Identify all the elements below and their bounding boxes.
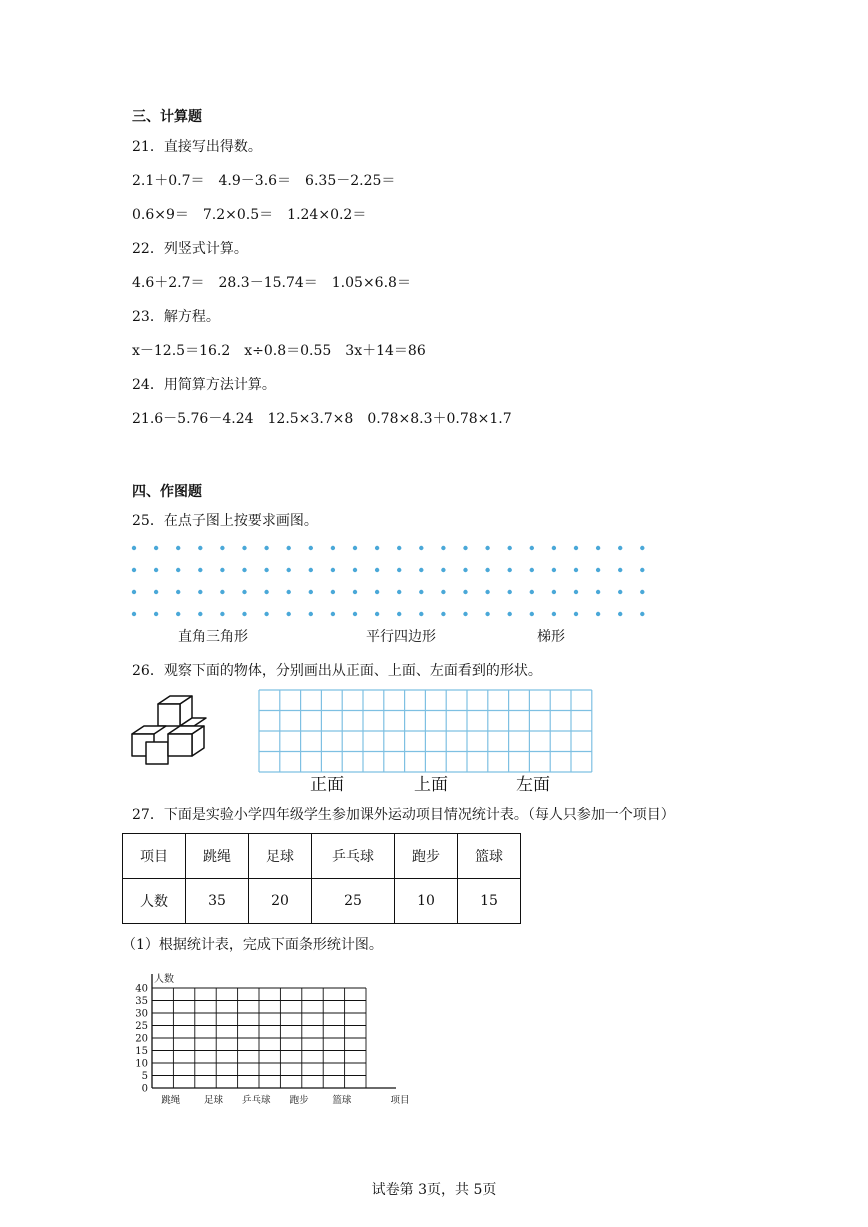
table-cell: 足球 [249, 834, 312, 879]
table-cell: 跳绳 [186, 834, 249, 879]
grid-dot [287, 612, 291, 616]
grid-dot [353, 612, 357, 616]
view-label-front: 正面 [310, 775, 344, 795]
grid-dot [220, 546, 224, 550]
grid-dot [242, 568, 246, 572]
grid-dot [640, 568, 644, 572]
y-tick-label: 35 [135, 996, 148, 1007]
grid-dot [287, 590, 291, 594]
grid-dot [132, 612, 136, 616]
grid-dot [530, 590, 534, 594]
grid-dot [375, 568, 379, 572]
grid-dot [485, 568, 489, 572]
grid-dot [375, 612, 379, 616]
q22-row1: 4.6＋2.7＝ 28.3－15.74＝ 1.05×6.8＝ [132, 275, 411, 291]
grid-dot [441, 568, 445, 572]
grid-dot [530, 568, 534, 572]
grid-dot [309, 590, 313, 594]
page-footer: 试卷第 3页，共 5页 [371, 1182, 497, 1198]
grid-dot [485, 590, 489, 594]
bar-chart[interactable] [120, 968, 410, 1110]
table-cell: 人数 [123, 879, 186, 924]
y-tick-label: 40 [135, 983, 148, 995]
grid-dot [397, 590, 401, 594]
y-axis-label: 人数 [154, 974, 174, 985]
grid-dot [220, 590, 224, 594]
q23-row1: x－12.5＝16.2 x÷0.8＝0.55 3x＋14＝86 [132, 343, 426, 359]
grid-dot [552, 546, 556, 550]
grid-dot [463, 546, 467, 550]
q24-row1: 21.6－5.76－4.24 12.5×3.7×8 0.78×8.3＋0.78×1.7 [132, 411, 512, 427]
q21-prompt: 21．直接写出得数。 [132, 139, 262, 155]
grid-dot [375, 590, 379, 594]
table-cell: 35 [186, 879, 249, 924]
section-title-draw: 四、作图题 [132, 484, 202, 500]
grid-dot [198, 546, 202, 550]
grid-dot [508, 546, 512, 550]
section-title-calc: 三、计算题 [132, 109, 202, 125]
grid-dot [618, 612, 622, 616]
grid-dot [176, 568, 180, 572]
grid-dot [596, 568, 600, 572]
grid-dot [508, 568, 512, 572]
q22-prompt: 22．列竖式计算。 [132, 241, 248, 257]
grid-dot [331, 568, 335, 572]
grid-dot [198, 612, 202, 616]
view-drawing-grid[interactable] [258, 689, 594, 773]
grid-dot [508, 612, 512, 616]
q23-prompt: 23．解方程。 [132, 309, 220, 325]
y-tick-label: 15 [135, 1046, 148, 1057]
grid-dot [176, 612, 180, 616]
grid-dot [441, 590, 445, 594]
grid-dot [640, 590, 644, 594]
table-row [123, 879, 521, 924]
table-cell: 项目 [123, 834, 186, 879]
dot-label-right-triangle: 直角三角形 [178, 629, 248, 645]
table-cell: 篮球 [458, 834, 521, 879]
y-tick-label: 0 [141, 1083, 148, 1095]
grid-dot [198, 568, 202, 572]
grid-dot [331, 612, 335, 616]
table-cell: 跑步 [395, 834, 458, 879]
table-row [123, 834, 521, 879]
view-label-top: 上面 [414, 775, 448, 795]
grid-dot [309, 546, 313, 550]
grid-dot [353, 546, 357, 550]
grid-dot [508, 590, 512, 594]
grid-dot [309, 612, 313, 616]
grid-dot [242, 546, 246, 550]
y-tick-label: 25 [135, 1021, 148, 1032]
view-label-left: 左面 [516, 775, 550, 795]
x-axis-label: 项目 [390, 1095, 410, 1106]
table-cell: 10 [395, 879, 458, 924]
y-tick-label: 10 [135, 1058, 148, 1070]
grid-dot [574, 568, 578, 572]
grid-dot [220, 612, 224, 616]
table-cell: 20 [249, 879, 312, 924]
q27-prompt: 27．下面是实验小学四年级学生参加课外运动项目情况统计表。（每人只参加一个项目） [132, 807, 675, 823]
dot-grid[interactable] [128, 540, 668, 640]
grid-dot [640, 612, 644, 616]
grid-dot [331, 546, 335, 550]
q25-prompt: 25．在点子图上按要求画图。 [132, 513, 318, 529]
grid-dot [353, 568, 357, 572]
grid-dot [574, 612, 578, 616]
grid-dot [353, 590, 357, 594]
x-tick-label: 跑步 [289, 1095, 309, 1106]
table-cell: 15 [458, 879, 521, 924]
grid-dot [287, 546, 291, 550]
grid-dot [530, 612, 534, 616]
dot-label-parallelogram: 平行四边形 [366, 629, 436, 645]
y-tick-label: 30 [135, 1008, 148, 1020]
grid-dot [154, 590, 158, 594]
grid-dot [154, 612, 158, 616]
grid-dot [331, 590, 335, 594]
grid-dot [463, 568, 467, 572]
table-cell: 乒乓球 [312, 834, 395, 879]
grid-dot [287, 568, 291, 572]
grid-dot [419, 612, 423, 616]
dot-label-trapezoid: 梯形 [537, 629, 565, 645]
grid-dot [397, 546, 401, 550]
x-tick-label: 足球 [203, 1095, 224, 1106]
grid-dot [154, 546, 158, 550]
grid-dot [242, 612, 246, 616]
grid-dot [596, 546, 600, 550]
q24-prompt: 24．用简算方法计算。 [132, 377, 276, 393]
grid-dot [596, 590, 600, 594]
grid-dot [530, 546, 534, 550]
grid-dot [264, 546, 268, 550]
grid-dot [220, 568, 224, 572]
table-cell: 25 [312, 879, 395, 924]
grid-dot [242, 590, 246, 594]
grid-dot [552, 612, 556, 616]
x-tick-label: 跳绳 [161, 1095, 181, 1106]
y-tick-label: 5 [141, 1071, 148, 1082]
x-tick-label: 篮球 [332, 1095, 352, 1106]
grid-dot [154, 568, 158, 572]
grid-dot [397, 612, 401, 616]
grid-dot [132, 568, 136, 572]
grid-dot [264, 612, 268, 616]
q26-prompt: 26．观察下面的物体，分别画出从正面、上面、左面看到的形状。 [132, 663, 542, 679]
grid-dot [463, 590, 467, 594]
grid-dot [618, 568, 622, 572]
grid-dot [640, 546, 644, 550]
grid-dot [176, 546, 180, 550]
grid-dot [397, 568, 401, 572]
grid-dot [419, 590, 423, 594]
grid-dot [419, 568, 423, 572]
grid-dot [463, 612, 467, 616]
stats-table [122, 833, 521, 924]
cube-object-figure [128, 692, 218, 768]
grid-dot [309, 568, 313, 572]
grid-dot [552, 590, 556, 594]
grid-dot [375, 546, 379, 550]
y-tick-label: 20 [135, 1033, 148, 1045]
q21-row1: 2.1＋0.7＝ 4.9－3.6＝ 6.35－2.25＝ [132, 173, 396, 189]
grid-dot [441, 612, 445, 616]
grid-dot [596, 612, 600, 616]
grid-dot [574, 546, 578, 550]
grid-dot [485, 546, 489, 550]
grid-dot [132, 590, 136, 594]
grid-dot [552, 568, 556, 572]
grid-dot [132, 546, 136, 550]
grid-dot [198, 590, 202, 594]
x-tick-label: 乒乓球 [242, 1095, 271, 1106]
grid-dot [264, 568, 268, 572]
grid-dot [441, 546, 445, 550]
q21-row2: 0.6×9＝ 7.2×0.5＝ 1.24×0.2＝ [132, 207, 367, 223]
grid-dot [419, 546, 423, 550]
grid-dot [618, 546, 622, 550]
grid-dot [264, 590, 268, 594]
grid-dot [176, 590, 180, 594]
grid-dot [574, 590, 578, 594]
grid-dot [618, 590, 622, 594]
grid-dot [485, 612, 489, 616]
q27-sub1: （1）根据统计表，完成下面条形统计图。 [122, 937, 383, 953]
